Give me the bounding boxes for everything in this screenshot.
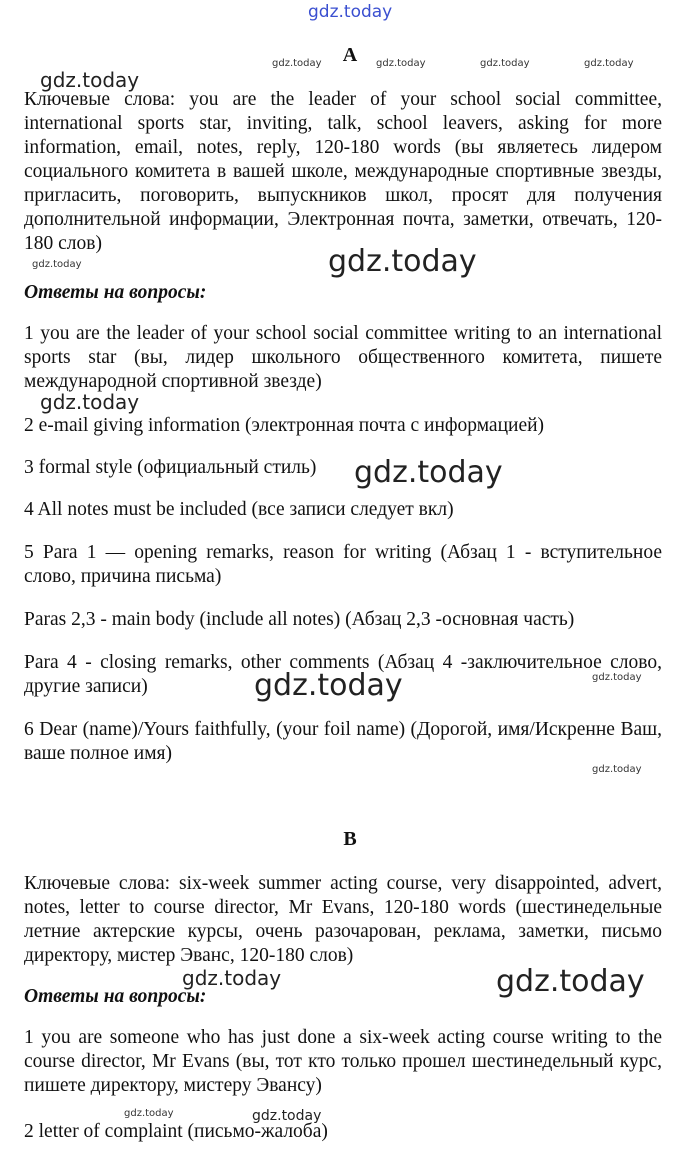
watermark-large: gdz.today: [354, 455, 503, 490]
watermark-small: gdz.today: [584, 58, 634, 69]
section-a-heading: A: [342, 44, 358, 66]
watermark-medium: gdz.today: [182, 966, 282, 990]
watermark-medium: gdz.today: [40, 68, 140, 92]
watermark-top: gdz.today: [308, 2, 393, 22]
answer-a-6: 6 Dear (name)/Yours faithfully, (your foil name) (Дорогой, имя/Искренне Ваш, ваше полное имя): [24, 719, 662, 764]
section-b-heading: B: [343, 828, 357, 850]
watermark-large: gdz.today: [254, 668, 403, 703]
answer-a-5: 5 Para 1 — opening remarks, reason for writing (Абзац 1 - вступительное слово, причина письма): [24, 542, 662, 587]
watermark-small: gdz.today: [252, 1108, 322, 1124]
section-a-answers-title: Ответы на вопросы:: [24, 282, 207, 303]
answer-a-2: 2 e-mail giving information (электронная почта с информацией): [24, 415, 545, 436]
section-b-answers-title: Ответы на вопросы:: [24, 986, 207, 1007]
answer-a-5-para4: Para 4 - closing remarks, other comments (Абзац 4 -заключительное слово, другие записи): [24, 652, 662, 697]
answer-a-5-paras: Paras 2,3 - main body (include all notes) (Абзац 2,3 -основная часть): [24, 609, 575, 630]
watermark-small: gdz.today: [32, 259, 82, 270]
answer-a-3: 3 formal style (официальный стиль): [24, 457, 317, 478]
watermark-small: gdz.today: [592, 764, 642, 775]
watermark-small: gdz.today: [480, 58, 530, 69]
watermark-small: gdz.today: [592, 672, 642, 683]
section-a-keywords: Ключевые слова: you are the leader of your school social committee, international sports star, inviting, talk, school leavers, asking for more information, email, notes, reply, 120-180 words (вы являетесь лидером социального комитета в вашей школе, международные спортивные звезды, пригласить, поговорить, выпускников школ, просят для получения дополнительной информации, Электронная почта, заметки, отвечать, 120-180 слов): [24, 89, 662, 254]
watermark-large: gdz.today: [496, 964, 645, 999]
answer-b-2: 2 letter of complaint (письмо-жалоба): [24, 1121, 328, 1142]
answer-b-1: 1 you are someone who has just done a six-week acting course writing to the course director, Mr Evans (вы, тот кто только прошел шестинедельный курс, пишете директору, мистеру Эвансу): [24, 1027, 662, 1096]
answer-a-4: 4 All notes must be included (все записи следует вкл): [24, 499, 454, 520]
watermark-small: gdz.today: [272, 58, 322, 69]
watermark-large: gdz.today: [328, 244, 477, 279]
watermark-small: gdz.today: [124, 1108, 174, 1119]
watermark-small: gdz.today: [376, 58, 426, 69]
section-b-keywords: Ключевые слова: six-week summer acting course, very disappointed, advert, notes, letter to course director, Mr Evans, 120-180 words (шестинедельные летние актерские курсы, очень разочарован, реклама, заметки, письмо директору, мистер Эванс, 120-180 слов): [24, 873, 662, 966]
answer-a-1: 1 you are the leader of your school social committee writing to an international sports star (вы, лидер школьного общественного комитета, пишете международной спортивной звезде): [24, 323, 662, 392]
watermark-medium: gdz.today: [40, 390, 140, 414]
